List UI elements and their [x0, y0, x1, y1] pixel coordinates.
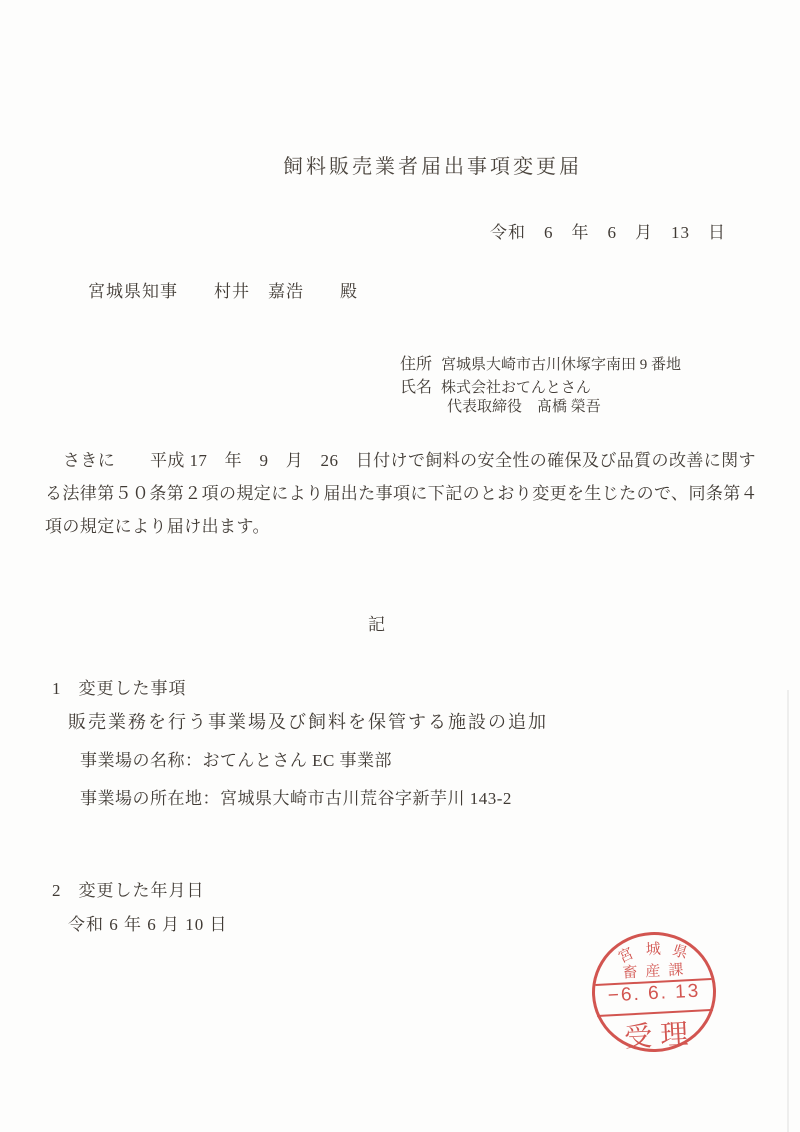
- ki-heading: 記: [368, 615, 386, 634]
- section-2-heading: [52, 876, 205, 901]
- section-1-heading: [52, 674, 187, 699]
- document-title: 飼料販売業者届出事項変更届: [283, 156, 582, 178]
- representative-name: 代表取締役 髙橋 榮吾: [447, 399, 601, 415]
- section-2-title: 変更した年月日: [78, 881, 205, 900]
- scan-artifact-line: [787, 690, 789, 1132]
- address-label: 住所: [400, 356, 433, 373]
- addressee-line: 宮城県知事 村井 嘉浩 殿: [88, 282, 358, 301]
- stamp-prefecture-char: 県: [670, 942, 690, 963]
- submitter-name-row: [400, 374, 591, 397]
- stamp-date: −6. 6. 13: [607, 980, 701, 1007]
- section-1-line: 販売業務を行う事業場及び飼料を保管する施設の追加: [68, 712, 548, 732]
- stamp-prefecture-char: 城: [645, 941, 662, 959]
- company-name: 株式会社おてんとさん: [441, 380, 591, 396]
- stamp-status: 受理: [623, 1018, 698, 1054]
- section-1-number: 1: [52, 679, 62, 698]
- stamp-department: 畜産課: [622, 962, 692, 982]
- submission-date: 令和 6 年 6 月 13 日: [490, 223, 726, 242]
- address-value: 宮城県大崎市古川休塚字南田 9 番地: [441, 357, 682, 373]
- stamp-prefecture-char: 宮: [615, 945, 637, 967]
- section-1-line: 事業場の名称：おてんとさん EC 事業部: [80, 751, 393, 770]
- section-2-number: 2: [52, 881, 62, 900]
- reception-stamp: [589, 929, 719, 1055]
- section-2-line: 令和 6 年 6 月 10 日: [68, 915, 228, 934]
- section-1-title: 変更した事項: [78, 679, 187, 698]
- body-paragraph-line: 項の規定により届け出ます。: [45, 517, 270, 536]
- name-label: 氏名: [400, 379, 433, 396]
- body-paragraph-line: さきに 平成 17 年 9 月 26 日付けで飼料の安全性の確保及び品質の改善に関す: [63, 451, 756, 470]
- body-paragraph-line: る法律第５０条第２項の規定により届出た事項に下記のとおり変更を生じたので、同条第４: [45, 484, 759, 503]
- submitter-address-row: [400, 351, 681, 374]
- section-1-line: 事業場の所在地：宮城県大崎市古川荒谷字新芋川 143-2: [80, 789, 512, 808]
